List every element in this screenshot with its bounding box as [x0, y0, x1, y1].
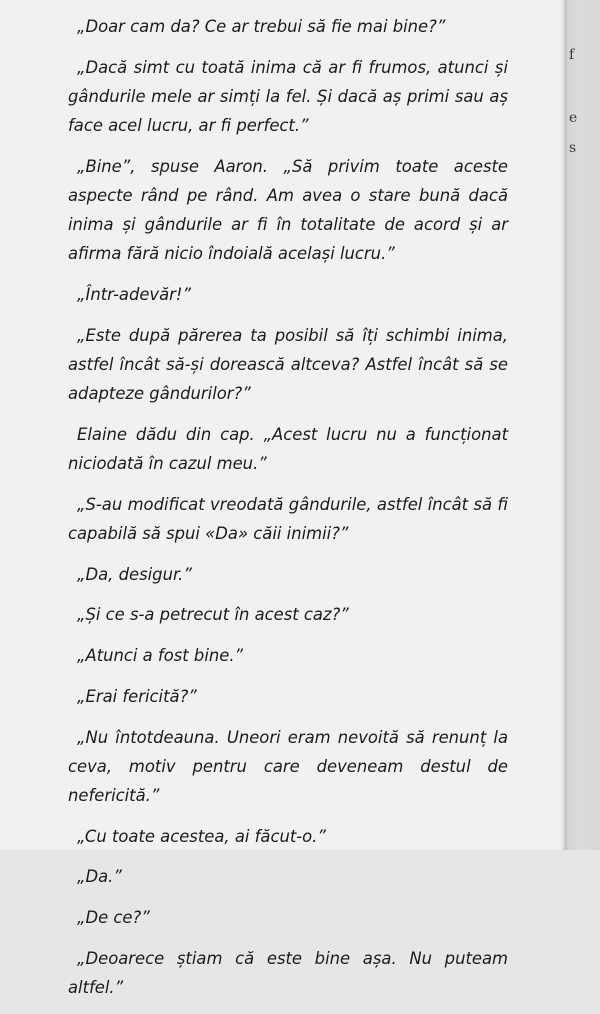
paragraph: „Bine”, spuse Aaron. „Să privim toate aceste aspecte rând pe rând. Am avea o stare bună dacă inima și gândurile ar fi în totalitate de acord și ar afirma fără nicio îndoială același lucru.” [68, 156, 508, 264]
facing-page-edge [565, 0, 600, 850]
paragraph: „Dacă simt cu toată inima că ar fi frumos, atunci și gândurile mele ar simți la fel. Și dacă aș primi sau aș face acel lucru, ar fi perfect.” [68, 57, 508, 136]
paragraph: „Cu toate acestea, ai făcut-o.” [77, 826, 326, 846]
paragraph: „Da, desigur.” [77, 564, 192, 584]
paragraph: Elaine dădu din cap. „Acest lucru nu a funcționat niciodată în cazul meu.” [68, 424, 508, 474]
paragraph: „Într-adevăr!” [77, 285, 191, 305]
paragraph: „S-au modificat vreodată gândurile, astfel încât să fi capabilă să spui «Da» căii inimii?” [68, 494, 508, 544]
paragraph: „Este după părerea ta posibil să îți schimbi inima, astfel încât să-și dorească altceva? Astfel încât să se adapteze gândurilor?” [68, 325, 508, 404]
paragraph: „Doar cam da? Ce ar trebui să fie mai bine?” [77, 17, 446, 36]
paragraph: „Nu întotdeauna. Uneori eram nevoită să renunț la ceva, motiv pentru care deveneam destul de nefericită.” [68, 727, 508, 805]
page-text [68, 12, 508, 1014]
paragraph: „Și ce s-a petrecut în acest caz?” [77, 605, 349, 625]
paragraph: „De ce?” [77, 908, 150, 928]
facing-page-letter: f [569, 47, 575, 63]
paragraph: „Atunci a fost bine.” [77, 646, 244, 666]
paragraph: „Deoarece știam că este bine așa. Nu puteam altfel.” [68, 948, 508, 997]
facing-page-letter: e [569, 110, 578, 126]
paragraph: „Erai fericită?” [77, 686, 197, 706]
facing-page-letter: s [569, 140, 577, 156]
paragraph: „Da.” [77, 867, 122, 887]
